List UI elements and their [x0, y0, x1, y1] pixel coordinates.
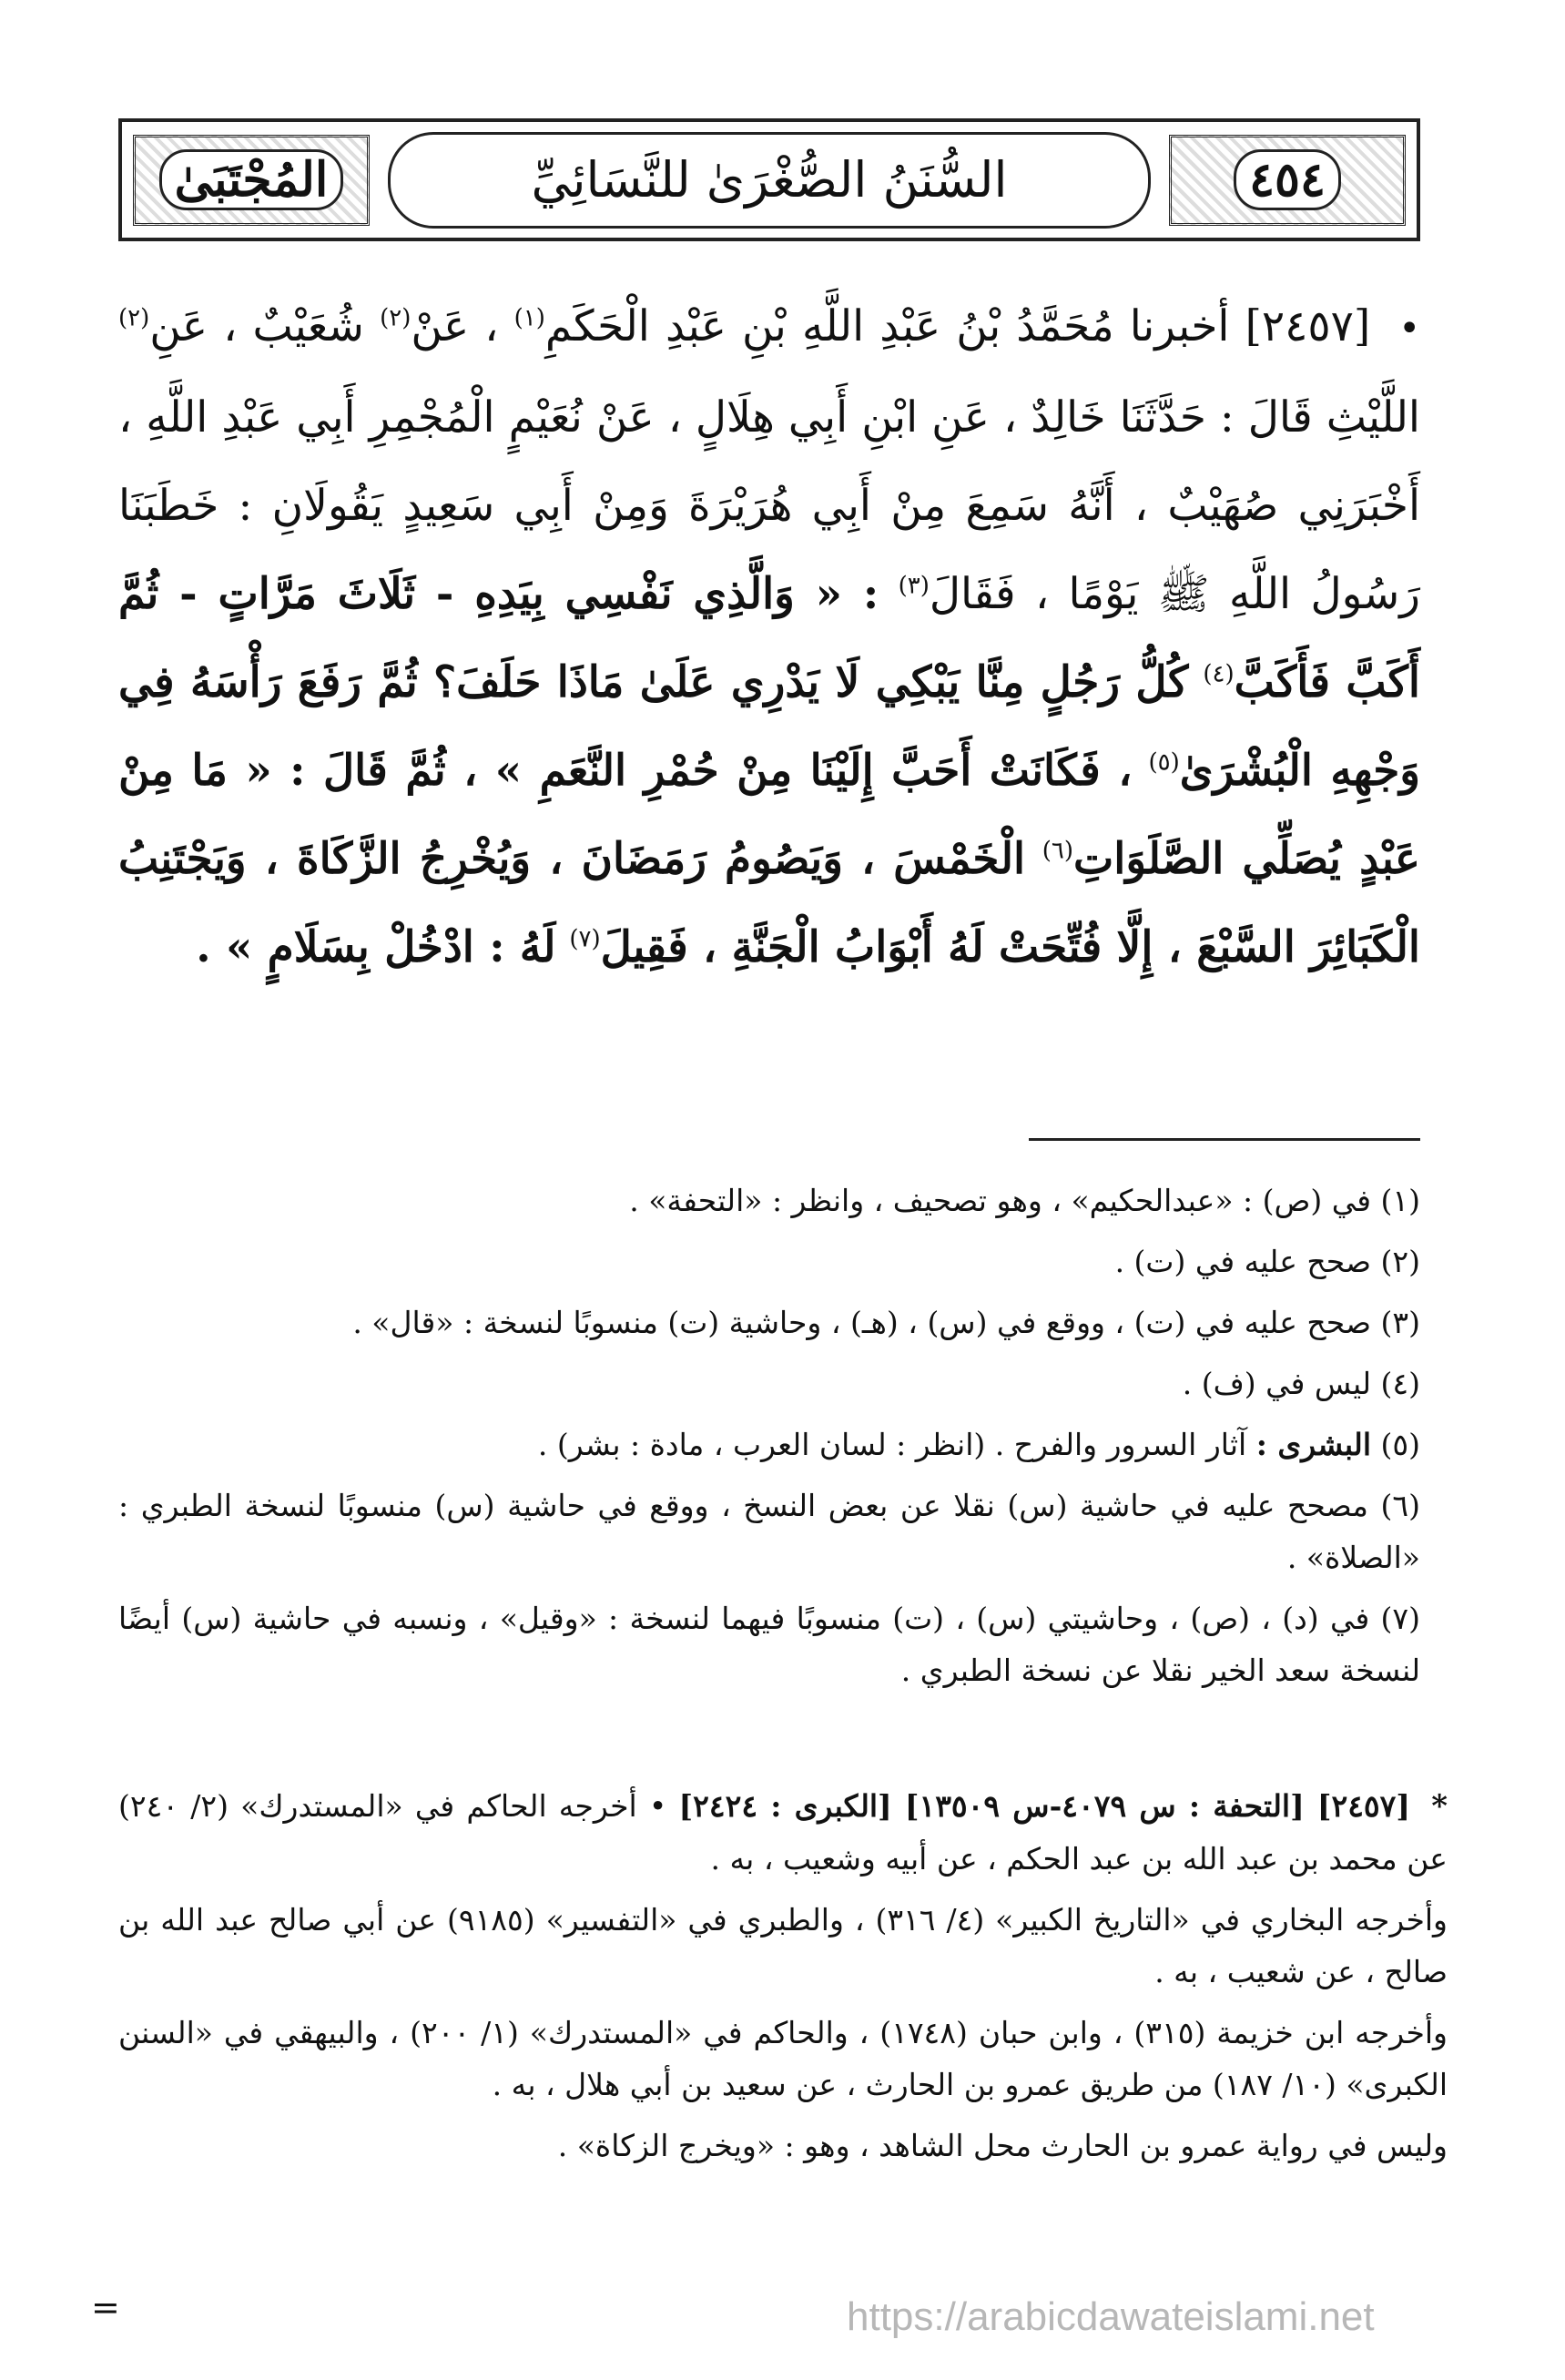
takhrij-refs: [٢٤٥٧] [التحفة : س ٤٠٧٩-س ١٣٥٠٩] [الكبرى : ٢٤٢٤] [678, 1788, 1411, 1824]
hadith-text [118, 282, 1420, 992]
continuation-mark: = [91, 2287, 120, 2327]
footnote-1: (١) في (ص) : «عبدالحكيم» ، وهو تصحيف ، وانظر : «التحفة» . [629, 1183, 1420, 1218]
matn-part-3: ، فَكَانَتْ أَحَبَّ إِلَيْنَا مِنْ حُمْرِ النَّعَمِ » ، ثُمَّ قَالَ : « مَا مِنْ عَبْدٍ يُصَلِّي الصَّلَوَاتِ [118, 746, 1420, 884]
takhrij-paragraph-4: وليس في رواية عمرو بن الحارث محل الشاهد ، وهو : «ويخرج الزكاة» . [557, 2128, 1448, 2163]
footnote-7: (٧) في (د) ، (ص) ، وحاشيتي (س) ، (ت) منسوبًا فيهما لنسخة : «وقيل» ، ونسبه في حاشية (س) أيضًا لنسخة سعد الخير نقلا عن نسخة الطبري . [118, 1601, 1420, 1688]
hadith-bullet: • [1398, 308, 1420, 350]
series-title: المُجْتَبَىٰ [159, 149, 344, 210]
matn-part-5: لَهُ : ادْخُلْ بِسَلَامٍ » . [196, 922, 556, 972]
takhrij-star: * [1431, 1788, 1448, 1825]
hadith-number: [٢٤٥٧] [1245, 301, 1371, 351]
footnote-ref-4: (٤) [1203, 660, 1235, 688]
matn-part-1: : « وَالَّذِي نَفْسِي بِيَدِهِ - ثَلَاثَ مَرَّاتٍ - ثُمَّ أَكَبَّ فَأَكَبَّ [118, 569, 1420, 707]
footnote-3: (٣) صحح عليه في (ت) ، ووقع في (س) ، (هـ) ، وحاشية (ت) منسوبًا لنسخة : «قال» . [352, 1305, 1420, 1340]
page-header [118, 118, 1420, 241]
isnad-part-2: ، عَنْ [411, 301, 499, 351]
footnote-ref-7: (٧) [569, 925, 601, 953]
takhrij-paragraph-3: وأخرجه ابن خزيمة (٣١٥) ، وابن حبان (١٧٤٨) ، والحاكم في «المستدرك» (١/ ٢٠٠) ، والبيهقي في «السنن الكبرى» (١٠/ ١٨٧) من طريق عمرو بن الحارث ، عن سعيد بن أبي هلال ، به . [118, 2015, 1448, 2102]
footnote-2: (٢) صحح عليه في (ت) . [1114, 1244, 1420, 1279]
watermark-url: https://arabicdawateislami.net [847, 2294, 1375, 2339]
footnote-ref-3: (٣) [898, 572, 930, 600]
hadith-opening: أخبرنا [1129, 301, 1230, 351]
takhrij-paragraph-2: وأخرجه البخاري في «التاريخ الكبير» (٤/ ٣١٦) ، والطبري في «التفسير» (٩١٨٥) عن أبي صالح عبد الله بن صالح ، عن شعيب ، به . [118, 1902, 1448, 1989]
series-title-frame [133, 135, 370, 226]
footnote-ref-2a: (٢) [380, 304, 412, 332]
footnote-ref-5: (٥) [1148, 748, 1180, 777]
footnote-6: (٦) مصحح عليه في حاشية (س) نقلا عن بعض النسخ ، ووقع في حاشية (س) منسوبًا لنسخة الطبري : «الصلاة» . [118, 1488, 1420, 1575]
footnote-5-number: (٥) [1380, 1427, 1420, 1462]
footnote-5 [118, 1419, 1420, 1470]
footnote-ref-6: (٦) [1042, 837, 1074, 865]
footnote-4: (٤) ليس في (ف) . [1182, 1366, 1420, 1401]
footnote-separator [1029, 1138, 1420, 1141]
page-number: ٤٥٤ [1234, 149, 1341, 210]
footnote-5-term: البشرى : [1255, 1427, 1372, 1462]
footnotes [118, 1175, 1420, 1705]
matn-part-2: كُلُّ رَجُلٍ مِنَّا يَبْكِي لَا يَدْرِي عَلَىٰ مَاذَا حَلَفَ؟ ثُمَّ رَفَعَ رَأْسَهُ فِي وَجْهِهِ الْبُشْرَىٰ [118, 657, 1420, 796]
matn-part-4: الْخَمْسَ ، وَيَصُومُ رَمَضَانَ ، وَيُخْرِجُ الزَّكَاةَ ، وَيَجْتَنِبُ الْكَبَائِرَ السَّبْعَ ، إِلَّا فُتِّحَتْ لَهُ أَبْوَابُ الْجَنَّةِ ، فَقِيلَ [118, 834, 1420, 972]
isnad-part-4: اللَّيْثِ قَالَ : حَدَّثَنَا خَالِدٌ ، عَنِ ابْنِ أَبِي هِلَالٍ ، عَنْ نُعَيْمٍ الْمُجْمِرِ أَبِي عَبْدِ اللَّهِ ، أَخْبَرَنِي صُهَيْبٌ ، أَنَّهُ سَمِعَ مِنْ أَبِي هُرَيْرَةَ وَمِنْ أَبِي سَعِيدٍ يَقُولَانِ : خَطَبَنَا رَسُولُ اللَّهِ ﷺ يَوْمًا ، فَقَالَ [118, 392, 1420, 619]
takhrij-lead: • أخرجه الحاكم في «المستدرك» (٢/ ٢٤٠) عن محمد بن عبد الله بن عبد الحكم ، عن أبيه وشعيب ، به . [118, 1788, 1448, 1877]
footnote-5-text: آثار السرور والفرح . (انظر : لسان العرب ، مادة : بشر) . [537, 1427, 1247, 1462]
footnote-ref-2b: (٢) [118, 304, 150, 332]
page-number-frame [1169, 135, 1406, 226]
book-title: السُّنَنُ الصُّغْرَىٰ للنَّسَائِيِّ [388, 132, 1151, 229]
takhrij-section [118, 1780, 1448, 2181]
footnote-ref-1: (١) [513, 304, 545, 332]
isnad-part-1: مُحَمَّدُ بْنُ عَبْدِ اللَّهِ بْنِ عَبْدِ الْحَكَمِ [544, 301, 1114, 351]
isnad-part-3: شُعَيْبٌ ، عَنِ [149, 301, 364, 351]
